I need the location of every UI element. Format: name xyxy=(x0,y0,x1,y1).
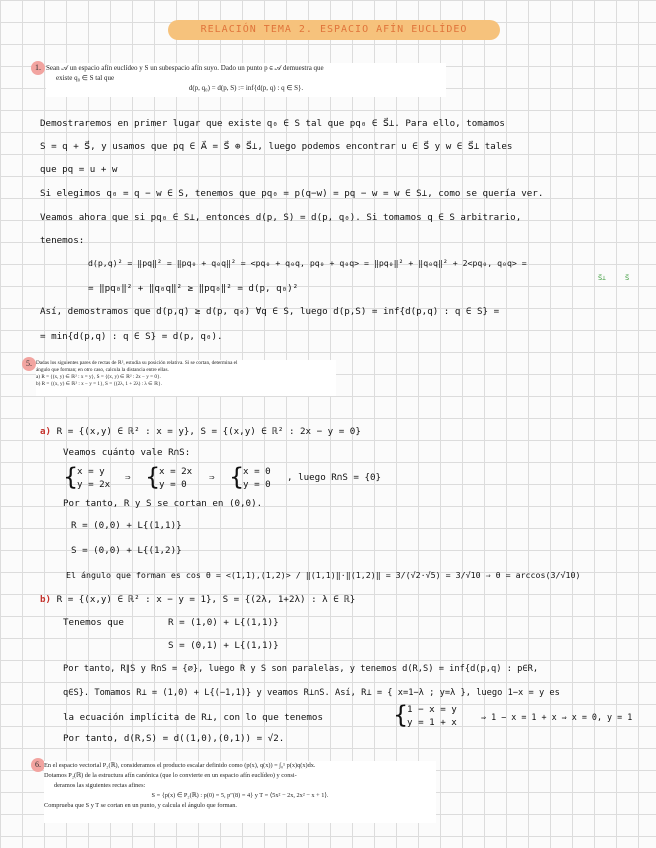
line-s-param: S = (0,0) + L{(1,2)} xyxy=(71,545,182,556)
solution-line: Por tanto, d(R,S) = d((1,0),(0,1)) = √2. xyxy=(63,733,285,744)
proof-line: Veamos ahora que si pq₀ ∈ S⊥, entonces d(p, S) = d(p, q₀). Si tomamos q ∈ S arbitrario, xyxy=(40,212,522,223)
statement-line: existe q₀ ∈ S tal que xyxy=(56,74,115,82)
solution-text: la ecuación implícita de R⊥, con lo que tenemos xyxy=(63,712,323,723)
statement-line: Sean 𝒜 un espacio afín euclídeo y S un subespacio afín suyo. Dado un punto p ∈ 𝒜 demuestra que xyxy=(46,64,324,72)
exercise-statement xyxy=(44,761,436,823)
solution-line: Por tanto, R∥S y R∩S = {∅}, luego R y S son paralelas, y tenemos d(R,S) = inf{d(p,q) : p∈R, xyxy=(63,664,539,674)
statement-line: En el espacio vectorial P₂(ℝ), consideramos el producto escalar definido como (p(x), q(x)) = ∫₀¹ p(x)q(x)dx. xyxy=(44,762,316,769)
equation: x = 2x xyxy=(159,466,193,477)
statement-formula: d(p, q₀) = d(p, S) := inf{d(p, q) : q ∈ S}. xyxy=(188,84,304,92)
part-a-label: a) xyxy=(40,426,52,437)
part-b-label: b) xyxy=(40,594,52,605)
equation: y = 0 xyxy=(159,479,187,490)
solution-line: Veamos cuánto vale R∩S: xyxy=(63,447,191,458)
statement-line: Dotamos P₂(ℝ) de la estructura afín canónica (que lo convierte en un espacio afín euclídeo) y consi- xyxy=(44,772,297,779)
statement-line: Dadas los siguientes pares de rectas de ℝ², estudia su posición relativa. Si se cortan, determina el xyxy=(36,360,238,366)
exercise-statement xyxy=(36,360,336,396)
margin-note: S⃗⊥ xyxy=(598,274,607,282)
proof-line: S = q + S⃗, y usamos que pq ∈ A⃗ = S⃗ ⊕ S⃗⊥, luego podemos encontrar u ∈ S⃗ y w ∈ S⃗⊥ tales xyxy=(40,141,513,152)
solution-line-with-system xyxy=(63,702,643,730)
equation: y = 0 xyxy=(243,479,271,490)
exercise-number-badge: 6. xyxy=(31,758,45,772)
equation: 1 − x = y xyxy=(407,704,457,715)
statement-formula: S = {p(x) ∈ P₂(ℝ) : p(0) = 5, p″(8) = 4} y T = ⟨5x² − 2x, 2x² − x + 1⟩. xyxy=(151,792,329,799)
brace-icon: { xyxy=(145,463,161,491)
exercise-statement xyxy=(46,63,446,97)
statement-line: deramos las siguientes rectas afines: xyxy=(54,782,146,789)
solution-line: Por tanto, R y S se cortan en (0,0). xyxy=(63,498,263,509)
part-b-definition-text: R = {(x,y) ∈ ℝ² : x − y = 1}, S = {(2λ, 1+2λ) : λ ∈ ℝ} xyxy=(56,594,356,605)
solution-line: Tenemos que xyxy=(63,617,124,628)
equation: x = 0 xyxy=(243,466,271,477)
equation: y = 1 + x xyxy=(407,717,457,728)
solution-line: q∈S}. Tomamos R⊥ = (1,0) + L{(−1,1)} y veamos R⊥∩S. Así, R⊥ = { x=1−λ ; y=λ }, luego 1−x = y es xyxy=(63,688,560,698)
angle-formula: El ángulo que forman es cos θ = <(1,1),(1,2)> / ‖(1,1)‖·‖(1,2)‖ = 3/(√2·√5) = 3/√10 ⇒ θ = arccos(3/√10) xyxy=(66,570,581,580)
proof-line: = min{d(p,q) : q ∈ S} = d(p, q₀). xyxy=(40,331,223,342)
statement-part-b: b) R = {(x, y) ∈ ℝ² : x − y = 1}, S = {(2λ, 1 + 2λ) : λ ∈ ℝ}. xyxy=(36,381,162,387)
line-r-param: R = (0,0) + L{(1,1)} xyxy=(71,520,182,531)
part-a-definition xyxy=(40,426,361,437)
brace-icon: { xyxy=(63,463,79,491)
part-b-definition xyxy=(40,594,355,605)
implies-icon: ⇒ xyxy=(125,472,131,483)
system-of-equations xyxy=(63,464,423,494)
result-text: , luego R∩S = {0} xyxy=(287,472,382,483)
proof-line: = ‖pq₀‖² + ‖q₀q‖² ≥ ‖pq₀‖² = d(p, q₀)² xyxy=(88,283,299,294)
brace-icon: { xyxy=(393,701,409,729)
proof-line: Si elegimos q₀ = q − w ∈ S, tenemos que pq₀ = p(q−w) = pq − w = w ∈ S⊥, como se quería ver. xyxy=(40,188,544,199)
line-r-param: R = (1,0) + L{(1,1)} xyxy=(168,617,279,628)
proof-line: tenemos: xyxy=(40,235,85,246)
proof-line: d(p,q)² = ‖pq‖² = ‖pq₀ + q₀q‖² = <pq₀ + q₀q, pq₀ + q₀q> = ‖pq₀‖² + ‖q₀q‖² + 2<pq₀, q₀q> = xyxy=(88,258,527,268)
exercise-number-badge: 1. xyxy=(31,61,45,75)
statement-line: Comprueba que S y T se cortan en un punto, y calcula el ángulo que forman. xyxy=(44,802,237,809)
margin-note: S⃗ xyxy=(625,274,630,282)
equation: x = y xyxy=(77,466,105,477)
part-a-definition-text: R = {(x,y) ∈ ℝ² : x = y}, S = {(x,y) ∈ ℝ² : 2x − y = 0} xyxy=(56,426,361,437)
line-s-param: S = (0,1) + L{(1,1)} xyxy=(168,640,279,651)
proof-line: Demostraremos en primer lugar que existe q₀ ∈ S tal que pq₀ ∈ S⃗⊥. Para ello, tomamos xyxy=(40,118,505,129)
statement-part-a: a) R = {(x, y) ∈ ℝ² : x = y}, S = {(x, y) ∈ ℝ² : 2x − y = 0}. xyxy=(36,374,161,380)
page-title: RELACIÓN TEMA 2. ESPACIO AFÍN EUCLÍDEO xyxy=(168,20,500,40)
brace-icon: { xyxy=(229,463,245,491)
result-text: ⇒ 1 − x = 1 + x ⇒ x = 0, y = 1 xyxy=(481,712,633,722)
exercise-number-badge: 5. xyxy=(22,357,36,371)
proof-line: que pq = u + w xyxy=(40,164,118,175)
statement-line: ángulo que forman; en otro caso, calcula la distancia entre ellas. xyxy=(36,367,169,373)
implies-icon: ⇒ xyxy=(209,472,215,483)
proof-line: Así, demostramos que d(p,q) ≥ d(p, q₀) ∀q ∈ S, luego d(p,S) = inf{d(p,q) : q ∈ S} = xyxy=(40,306,500,317)
equation: y = 2x xyxy=(77,479,111,490)
